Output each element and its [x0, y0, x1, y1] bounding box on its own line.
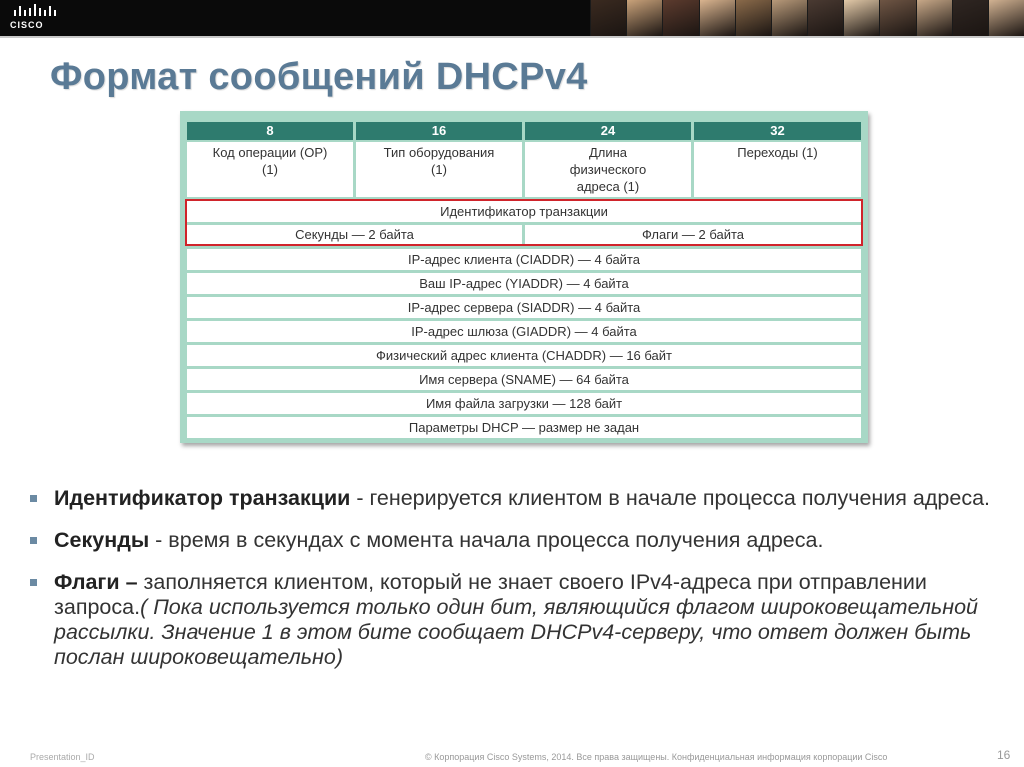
cell-hardware-type	[356, 142, 522, 197]
bit-header-32: 32	[694, 122, 861, 140]
cell-seconds: Секунды — 2 байта	[187, 225, 522, 244]
row-siaddr: IP-адрес сервера (SIADDR) — 4 байта	[187, 297, 861, 318]
photo-strip	[590, 0, 1024, 36]
cisco-bridge-bars-icon	[13, 4, 63, 18]
header-photo	[916, 0, 952, 36]
bullet-transaction-id	[30, 486, 1000, 511]
bullet-seconds	[30, 528, 1000, 553]
bullet-term: Идентификатор транзакции	[54, 486, 351, 510]
bullet-list	[30, 486, 1000, 687]
row-transaction-id: Идентификатор транзакции	[187, 201, 861, 222]
bit-header-16: 16	[356, 122, 522, 140]
cell-op-code	[187, 142, 353, 197]
cell-hardware-type-label: Тип оборудования (1)	[383, 145, 495, 177]
bullet-term: Секунды	[54, 528, 150, 552]
header-photo	[699, 0, 735, 36]
row-sname: Имя сервера (SNAME) — 64 байта	[187, 369, 861, 390]
cell-hw-addr-length-label: Длина физического адреса (1)	[569, 145, 647, 194]
slide-title: Формат сообщений DHCPv4	[50, 56, 588, 98]
bullet-text: заполняется клиентом, который не знает своего IPv4-адреса при отправлении запроса.	[54, 570, 927, 619]
cisco-logo	[10, 4, 70, 34]
bit-header-24: 24	[525, 122, 691, 140]
header-photo	[662, 0, 698, 36]
row-chaddr: Физический адрес клиента (CHADDR) — 16 байт	[187, 345, 861, 366]
row-yiaddr: Ваш IP-адрес (YIADDR) — 4 байта	[187, 273, 861, 294]
header-bar	[0, 0, 1024, 36]
dhcp-format-figure	[180, 111, 868, 443]
header-photo	[843, 0, 879, 36]
bullet-square-icon	[30, 579, 37, 586]
row-options: Параметры DHCP — размер не задан	[187, 417, 861, 438]
cell-hw-addr-length	[525, 142, 691, 197]
bullet-text: - генерируется клиентом в начале процесса получения адреса.	[350, 486, 991, 510]
header-photo	[879, 0, 915, 36]
header-photo	[626, 0, 662, 36]
footer-copyright: © Корпорация Cisco Systems, 2014. Все права защищены. Конфиденциальная информация корпорации Cisco	[425, 752, 888, 762]
cell-hops	[694, 142, 861, 197]
header-photo	[988, 0, 1024, 36]
bullet-note: ( Пока используется только один бит, являющийся флагом широковещательной рассылки. Значение 1 в этом бите сообщает DHCPv4-серверу, что ответ должен быть послан широковещательно)	[54, 595, 978, 669]
logo-text: CISCO	[10, 20, 44, 30]
footer-presentation-id: Presentation_ID	[30, 752, 95, 762]
page-number: 16	[997, 748, 1011, 762]
header-divider	[0, 36, 1024, 38]
header-photo	[952, 0, 988, 36]
row-ciaddr: IP-адрес клиента (CIADDR) — 4 байта	[187, 249, 861, 270]
bullet-flags	[30, 570, 1000, 670]
cell-hops-label: Переходы (1)	[737, 145, 818, 160]
header-photo	[807, 0, 843, 36]
bullet-square-icon	[30, 537, 37, 544]
row-file: Имя файла загрузки — 128 байт	[187, 393, 861, 414]
highlight-box	[185, 199, 863, 246]
bullet-term: Флаги –	[54, 570, 138, 594]
header-photo	[735, 0, 771, 36]
cell-flags: Флаги — 2 байта	[525, 225, 861, 244]
row-giaddr: IP-адрес шлюза (GIADDR) — 4 байта	[187, 321, 861, 342]
bullet-square-icon	[30, 495, 37, 502]
header-photo	[590, 0, 626, 36]
header-photo	[771, 0, 807, 36]
bit-header-8: 8	[187, 122, 353, 140]
cell-op-code-label: Код операции (OP) (1)	[212, 145, 328, 177]
bullet-text: - время в секундах с момента начала процесса получения адреса.	[149, 528, 824, 552]
